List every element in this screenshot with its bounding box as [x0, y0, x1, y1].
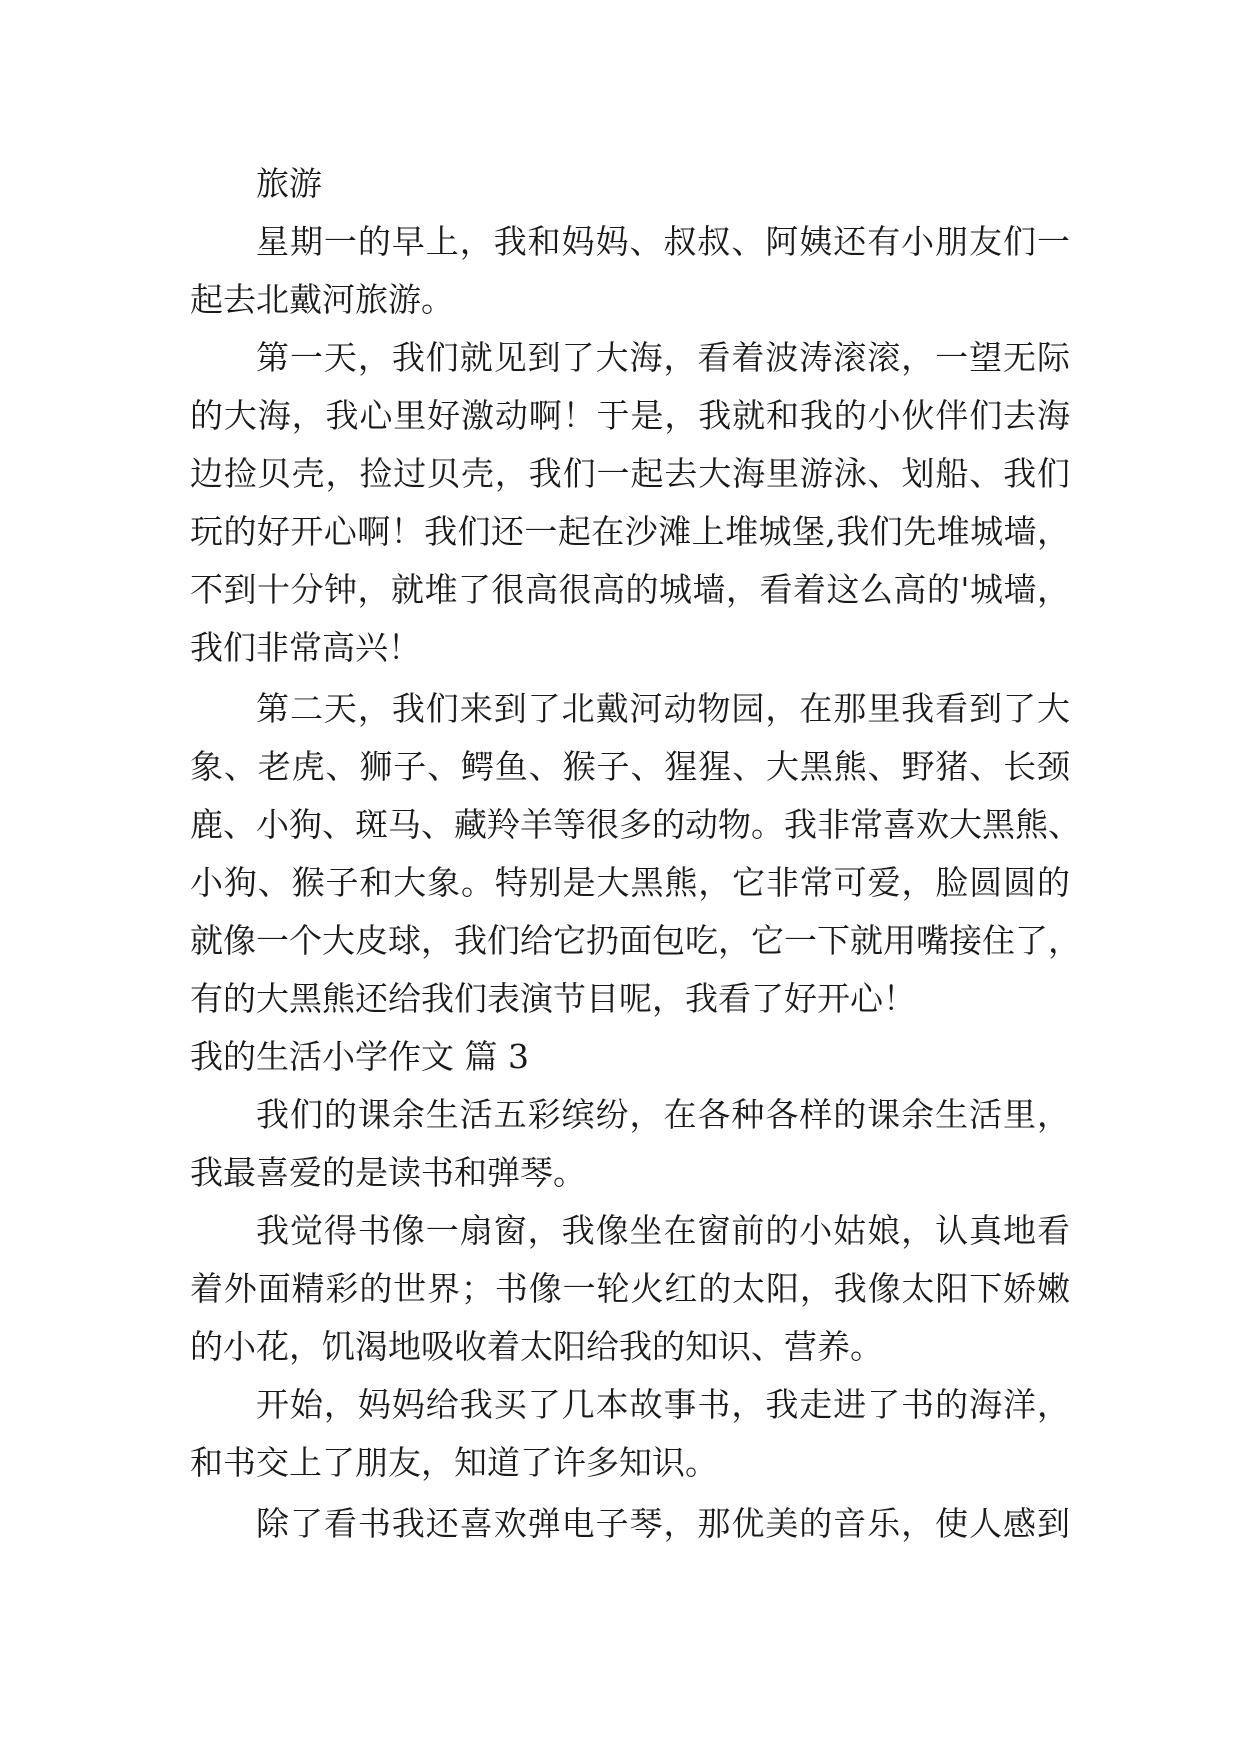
text-line: 星期一的早上，我和妈妈、叔叔、阿姨还有小朋友们一 — [256, 222, 1070, 261]
text-line: 起去北戴河旅游。 — [190, 280, 454, 319]
text-line: 第一天，我们就见到了大海，看着波涛滚滚，一望无际 — [256, 338, 1070, 377]
text-line: 我们的课余生活五彩缤纷，在各种各样的课余生活里， — [256, 1095, 1070, 1134]
text-line: 象、老虎、狮子、鳄鱼、猴子、猩猩、大黑熊、野猪、长颈 — [190, 747, 1070, 786]
text-line: 玩的好开心啊！我们还一起在沙滩上堆城堡,我们先堆城墙， — [190, 512, 1070, 551]
text-line: 的大海，我心里好激动啊！于是，我就和我的小伙伴们去海 — [190, 396, 1070, 435]
section-heading: 我的生活小学作文 篇 3 — [190, 1037, 529, 1076]
text-line: 不到十分钟，就堆了很高很高的城墙，看着这么高的'城墙， — [190, 570, 1070, 609]
text-line: 小狗、猴子和大象。特别是大黑熊，它非常可爱，脸圆圆的 — [190, 863, 1070, 902]
text-line: 第二天，我们来到了北戴河动物园，在那里我看到了大 — [256, 689, 1070, 728]
text-line: 有的大黑熊还给我们表演节目呢，我看了好开心！ — [190, 979, 916, 1018]
text-line: 着外面精彩的世界；书像一轮火红的太阳，我像太阳下娇嫩 — [190, 1269, 1070, 1308]
text-line: 鹿、小狗、斑马、藏羚羊等很多的动物。我非常喜欢大黑熊、 — [190, 805, 1081, 844]
text-line: 边捡贝壳，捡过贝壳，我们一起去大海里游泳、划船、我们 — [190, 454, 1070, 493]
text-line: 旅游 — [256, 164, 322, 203]
text-line: 我觉得书像一扇窗，我像坐在窗前的小姑娘，认真地看 — [256, 1211, 1070, 1250]
text-line: 就像一个大皮球，我们给它扔面包吃，它一下就用嘴接住了， — [190, 921, 1081, 960]
text-line: 的小花，饥渴地吸收着太阳给我的知识、营养。 — [190, 1327, 883, 1366]
text-line: 我们非常高兴！ — [190, 628, 421, 667]
text-line: 和书交上了朋友，知道了许多知识。 — [190, 1443, 718, 1482]
text-line: 我最喜爱的是读书和弹琴。 — [190, 1153, 586, 1192]
text-line: 开始，妈妈给我买了几本故事书，我走进了书的海洋， — [256, 1385, 1070, 1424]
text-line: 除了看书我还喜欢弹电子琴，那优美的音乐，使人感到 — [256, 1504, 1070, 1543]
